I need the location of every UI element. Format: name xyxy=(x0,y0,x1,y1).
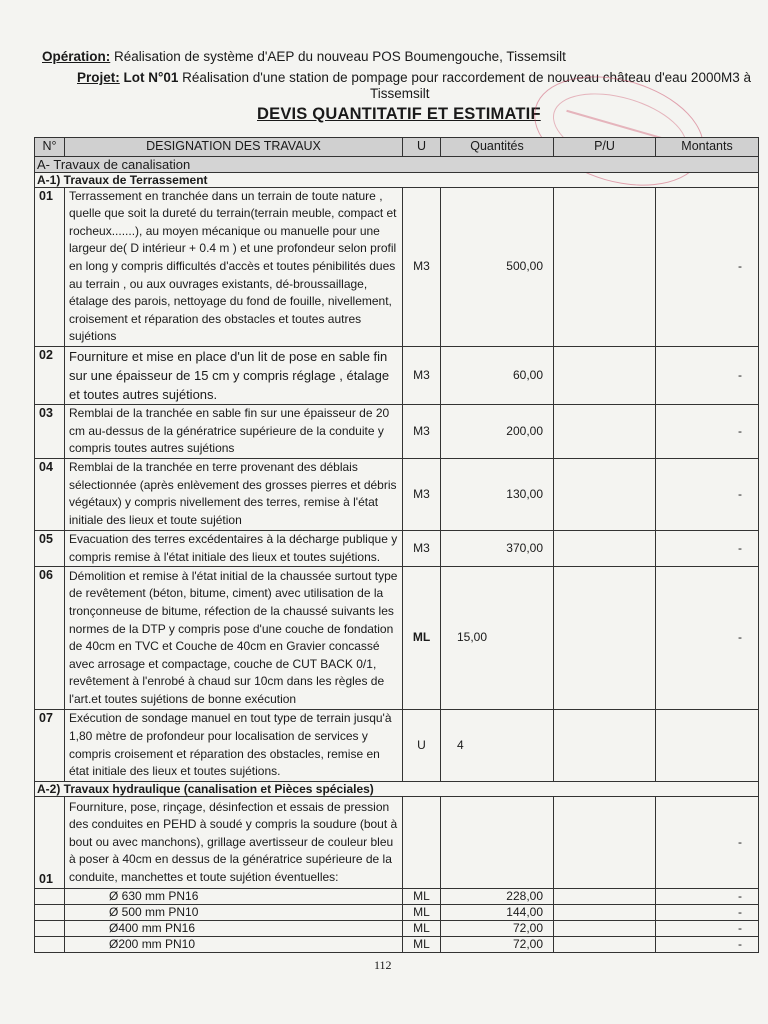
table-row xyxy=(35,567,759,710)
item-designation: Ø 500 mm PN10 xyxy=(65,905,403,921)
item-amount: - xyxy=(656,346,759,404)
item-number xyxy=(35,921,65,937)
item-unit-price xyxy=(554,346,656,404)
item-unit-price xyxy=(554,567,656,710)
operation-line xyxy=(42,48,742,65)
item-amount: - xyxy=(656,404,759,458)
item-unit-price xyxy=(554,937,656,953)
project-text-line1: Réalisation d'une station de pompage pour raccordement de nouveau château d'eau 2000M3 à xyxy=(178,70,751,85)
item-designation: Remblai de la tranchée en terre provenant des déblais sélectionnée (après enlèvement des grosses pierres et débris végétaux) y compris nivellement des terres, remise à l'état initiale des lieux et toute sujétion xyxy=(65,458,403,530)
project-text-line2: Tissemsilt xyxy=(370,86,430,101)
col-header-unit: U xyxy=(403,138,441,157)
item-unit: ML xyxy=(403,921,441,937)
item-amount: - xyxy=(656,937,759,953)
item-number: 03 xyxy=(35,404,65,458)
item-unit xyxy=(403,797,441,889)
item-amount: - xyxy=(656,797,759,889)
item-quantity: 72,00 xyxy=(441,921,554,937)
table-row xyxy=(35,187,759,346)
item-number xyxy=(35,889,65,905)
item-unit-price xyxy=(554,905,656,921)
item-unit: ML xyxy=(403,567,441,710)
item-unit: ML xyxy=(403,889,441,905)
item-designation: Exécution de sondage manuel en tout type de terrain jusqu'à 1,80 mètre de profondeur pour localisation de services y compris croisement et réparation des obstacles, remise en état initiale des lieux et toutes sujétions. xyxy=(65,710,403,782)
item-quantity: 15,00 xyxy=(441,567,554,710)
operation-label: Opération: xyxy=(42,49,111,64)
item-number: 02 xyxy=(35,346,65,404)
table-row xyxy=(35,937,759,953)
item-quantity: 72,00 xyxy=(441,937,554,953)
subsection-title: A-2) Travaux hydraulique (canalisation et Pièces spéciales) xyxy=(35,782,759,797)
item-designation: Terrassement en tranchée dans un terrain de toute nature , quelle que soit la dureté du terrain(terrain meuble, compact et rocheux.......), au moyen mécanique ou manuelle pour une largeur de( D intérieur + 0.4 m ) et une profondeur selon profil en long y compris difficultés d'accès et toutes pénibilités dues au terrain , ou aux ouvrages existants, dé-broussaillage, étalage des parois, nettoyage du fond de fouille, nivellement, croisement et réparation des obstacles et toutes autres sujétions xyxy=(65,187,403,346)
page-number: 112 xyxy=(374,958,392,972)
subsection-title: A-1) Travaux de Terrassement xyxy=(35,172,759,187)
item-designation: Démolition et remise à l'état initial de la chaussée surtout type de revêtement (béton, bitume, ciment) avec utilisation de la tronçonneuse de bitume, réfection de la chaussé suivants les normes de la DTP y compris pose d'une couche de fondation de 40cm en TVC et Couche de 40cm en Gravier concassé avec arrosage et compactage, couche de CUT BACK 0/1, revêtement à l'enrobé à chaud sur 10cm dans les règles de l'art.et toutes sujétions de bonne exécution xyxy=(65,567,403,710)
item-quantity: 228,00 xyxy=(441,889,554,905)
item-unit: ML xyxy=(403,937,441,953)
item-designation: Fourniture et mise en place d'un lit de pose en sable fin sur une épaisseur de 15 cm y compris réglage , étalage et toutes autres sujétions. xyxy=(65,346,403,404)
item-amount: - xyxy=(656,187,759,346)
item-quantity: 144,00 xyxy=(441,905,554,921)
table-row xyxy=(35,797,759,889)
table-row xyxy=(35,710,759,782)
subsection-row xyxy=(35,782,759,797)
item-unit-price xyxy=(554,187,656,346)
item-unit-price xyxy=(554,797,656,889)
item-number: 06 xyxy=(35,567,65,710)
item-number: 01 xyxy=(35,187,65,346)
item-quantity: 200,00 xyxy=(441,404,554,458)
item-amount: - xyxy=(656,921,759,937)
item-designation: Ø200 mm PN10 xyxy=(65,937,403,953)
table-header-row xyxy=(35,138,759,157)
item-number: 01 xyxy=(35,797,65,889)
item-designation: Ø 630 mm PN16 xyxy=(65,889,403,905)
item-designation: Evacuation des terres excédentaires à la décharge publique y compris remise à l'état initiale des lieux et toutes sujétions. xyxy=(65,530,403,566)
item-number: 04 xyxy=(35,458,65,530)
item-unit-price xyxy=(554,404,656,458)
table-row xyxy=(35,889,759,905)
item-quantity: 60,00 xyxy=(441,346,554,404)
section-title: A- Travaux de canalisation xyxy=(35,156,759,172)
item-amount: - xyxy=(656,905,759,921)
operation-text: Réalisation de système d'AEP du nouveau POS Boumengouche, Tissemsilt xyxy=(110,49,566,64)
item-quantity: 500,00 xyxy=(441,187,554,346)
table-row xyxy=(35,905,759,921)
item-unit-price xyxy=(554,458,656,530)
quantity-estimate-table xyxy=(34,137,759,953)
table-row xyxy=(35,346,759,404)
table-row xyxy=(35,404,759,458)
item-amount: - xyxy=(656,889,759,905)
table-row xyxy=(35,921,759,937)
item-unit-price xyxy=(554,710,656,782)
table-row xyxy=(35,458,759,530)
table-row xyxy=(35,530,759,566)
item-unit: M3 xyxy=(403,346,441,404)
item-unit-price xyxy=(554,530,656,566)
item-unit: M3 xyxy=(403,458,441,530)
project-label: Projet: xyxy=(77,70,120,85)
item-number: 07 xyxy=(35,710,65,782)
project-lot: Lot N°01 xyxy=(119,70,179,85)
item-amount: - xyxy=(656,530,759,566)
item-number: 05 xyxy=(35,530,65,566)
item-unit: M3 xyxy=(403,187,441,346)
col-header-no: N° xyxy=(35,138,65,157)
item-designation: Remblai de la tranchée en sable fin sur une épaisseur de 20 cm au-dessus de la génératrice supérieure de la conduite y compris toutes autres sujétions xyxy=(65,404,403,458)
col-header-unit-price: P/U xyxy=(554,138,656,157)
item-quantity: 370,00 xyxy=(441,530,554,566)
col-header-designation: DESIGNATION DES TRAVAUX xyxy=(65,138,403,157)
subsection-row xyxy=(35,172,759,187)
section-row xyxy=(35,156,759,172)
item-quantity: 130,00 xyxy=(441,458,554,530)
col-header-amount: Montants xyxy=(656,138,759,157)
item-amount: - xyxy=(656,567,759,710)
item-unit-price xyxy=(554,921,656,937)
item-amount xyxy=(656,710,759,782)
item-number xyxy=(35,905,65,921)
item-unit: M3 xyxy=(403,530,441,566)
item-unit: ML xyxy=(403,905,441,921)
document-title: DEVIS QUANTITATIF ET ESTIMATIF xyxy=(257,105,541,123)
item-designation: Ø400 mm PN16 xyxy=(65,921,403,937)
item-unit-price xyxy=(554,889,656,905)
item-quantity: 4 xyxy=(441,710,554,782)
item-unit: M3 xyxy=(403,404,441,458)
col-header-quantity: Quantités xyxy=(441,138,554,157)
item-number xyxy=(35,937,65,953)
item-unit: U xyxy=(403,710,441,782)
item-quantity xyxy=(441,797,554,889)
item-amount: - xyxy=(656,458,759,530)
item-designation: Fourniture, pose, rinçage, désinfection et essais de pression des conduites en PEHD à soudé y compris la soudure (bout à bout ou avec manchons), grillage avertisseur de couleur bleu à poser à 40cm en dessus de la génératrice supérieure de la conduite, manchettes et toute sujétion éventuelles: xyxy=(65,797,403,889)
